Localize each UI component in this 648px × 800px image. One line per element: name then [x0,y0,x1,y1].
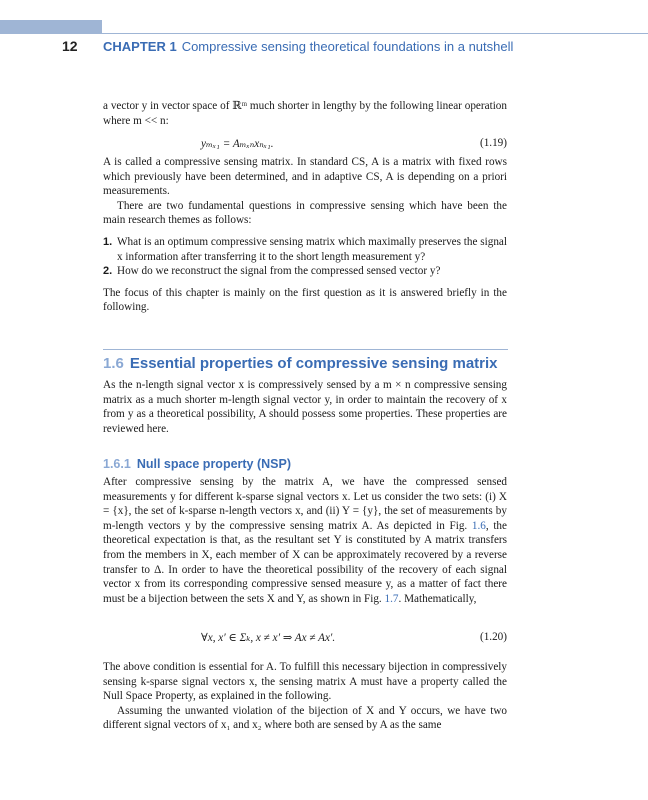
chapter-title: Compressive sensing theoretical foundations in a nutshell [181,39,514,54]
equation-1-19-number: (1.19) [479,137,507,149]
intro-paragraph: a vector y in vector space of ℝᵐ much shorter in lengthy by the following linear operation where m << n: [103,100,507,127]
chapter-label: CHAPTER 1 [103,39,177,54]
list-item [103,235,507,264]
subsection-body-part-2: , the theoretical expectation is that, as the resultant set Y is constituted by A matrix transfers from the members in X, each member of X can be approximately recovered by a reverse transfer to Δ. In order to have the theoretical possibility of the recovery of each signal vector x from its corresponding compressive sensed measure y, as a matter of fact there must be a bijection between the sets X and Y, as shown in Fig. [103,519,507,605]
subsection-body [103,475,507,606]
subsection-title: Null space property (NSP) [136,457,292,471]
list-item-text: What is an optimum compressive sensing matrix which maximally preserves the signal x information after transferring it to the short length measurement y? [117,235,507,263]
running-header [103,39,513,54]
section-rule [103,349,508,350]
subsection-heading [103,457,291,471]
intro-block [103,99,507,128]
question-list [103,235,507,279]
paragraph-c: The focus of this chapter is mainly on the first question as it is answered briefly in the following. [103,286,507,314]
body-block-1 [103,155,507,315]
figure-link-1-6[interactable]: 1.6 [471,519,486,532]
header-accent-bar [0,20,102,34]
section-body: As the n-length signal vector x is compressively sensed by a m × n compressive sensing matrix as a much shorter m-length signal vector y, in order to maintain the recovery of x from y as a theoretical possibility, A should possess some properties. These properties are reviewed here. [103,379,507,435]
paragraph-a: A is called a compressive sensing matrix. In standard CS, A is a matrix with fixed rows which previously have been determined, and in adaptive CS, A is depending on a priori measurements. [103,156,507,198]
section-number: 1.6 [103,355,124,372]
paragraph-d: The above condition is essential for A. To fulfill this necessary bijection in compressively sensing k-sparse signal vectors x, the sensing matrix A must have a property called the Null Space Property, as explained in the following. [103,661,507,703]
subsection-number: 1.6.1 [103,457,131,471]
header-rule [102,33,648,34]
equation-1-20-number: (1.20) [479,631,507,643]
subsection-body-block [103,475,507,606]
figure-link-1-7[interactable]: 1.7 [384,592,399,605]
equation-1-19-math: yₘₓ₁ = Aₘₓₙxₙₓ₁. [201,138,274,150]
list-marker: 1. [103,235,113,248]
subsection-body-part-1: After compressive sensing by the matrix A, we have the compressed sensed measurements y for different k-sparse signal vectors x. Let us consider the two sets: (i) X = {x}, the set of k-sparse n-length vectors x, and (ii) Y = {y}, the set of measurements by m-length vectors y by the compressive sensing matrix A. As depicted in Fig. [103,476,507,532]
page-number: 12 [62,38,78,54]
body-block-2 [103,660,507,733]
list-marker: 2. [103,265,113,278]
list-item-text: How do we reconstruct the signal from the compressed sensed vector y? [117,265,441,278]
section-title: Essential properties of compressive sensing matrix [129,355,498,372]
equation-1-20-math: ∀x, x′ ∈ Σₖ, x ≠ x′ ⇒ Ax ≠ Ax′. [201,632,336,644]
paragraph-e: Assuming the unwanted violation of the bijection of X and Y occurs, we have two different signal vectors of x₁ and x₂ where both are sensed by A as the same [103,704,507,732]
paragraph-b: There are two fundamental questions in compressive sensing which have been the main research themes as follows: [103,199,507,227]
subsection-body-part-3: . Mathematically, [398,592,477,605]
section-body-block [103,378,507,436]
list-item [103,264,507,279]
section-heading [103,355,498,372]
